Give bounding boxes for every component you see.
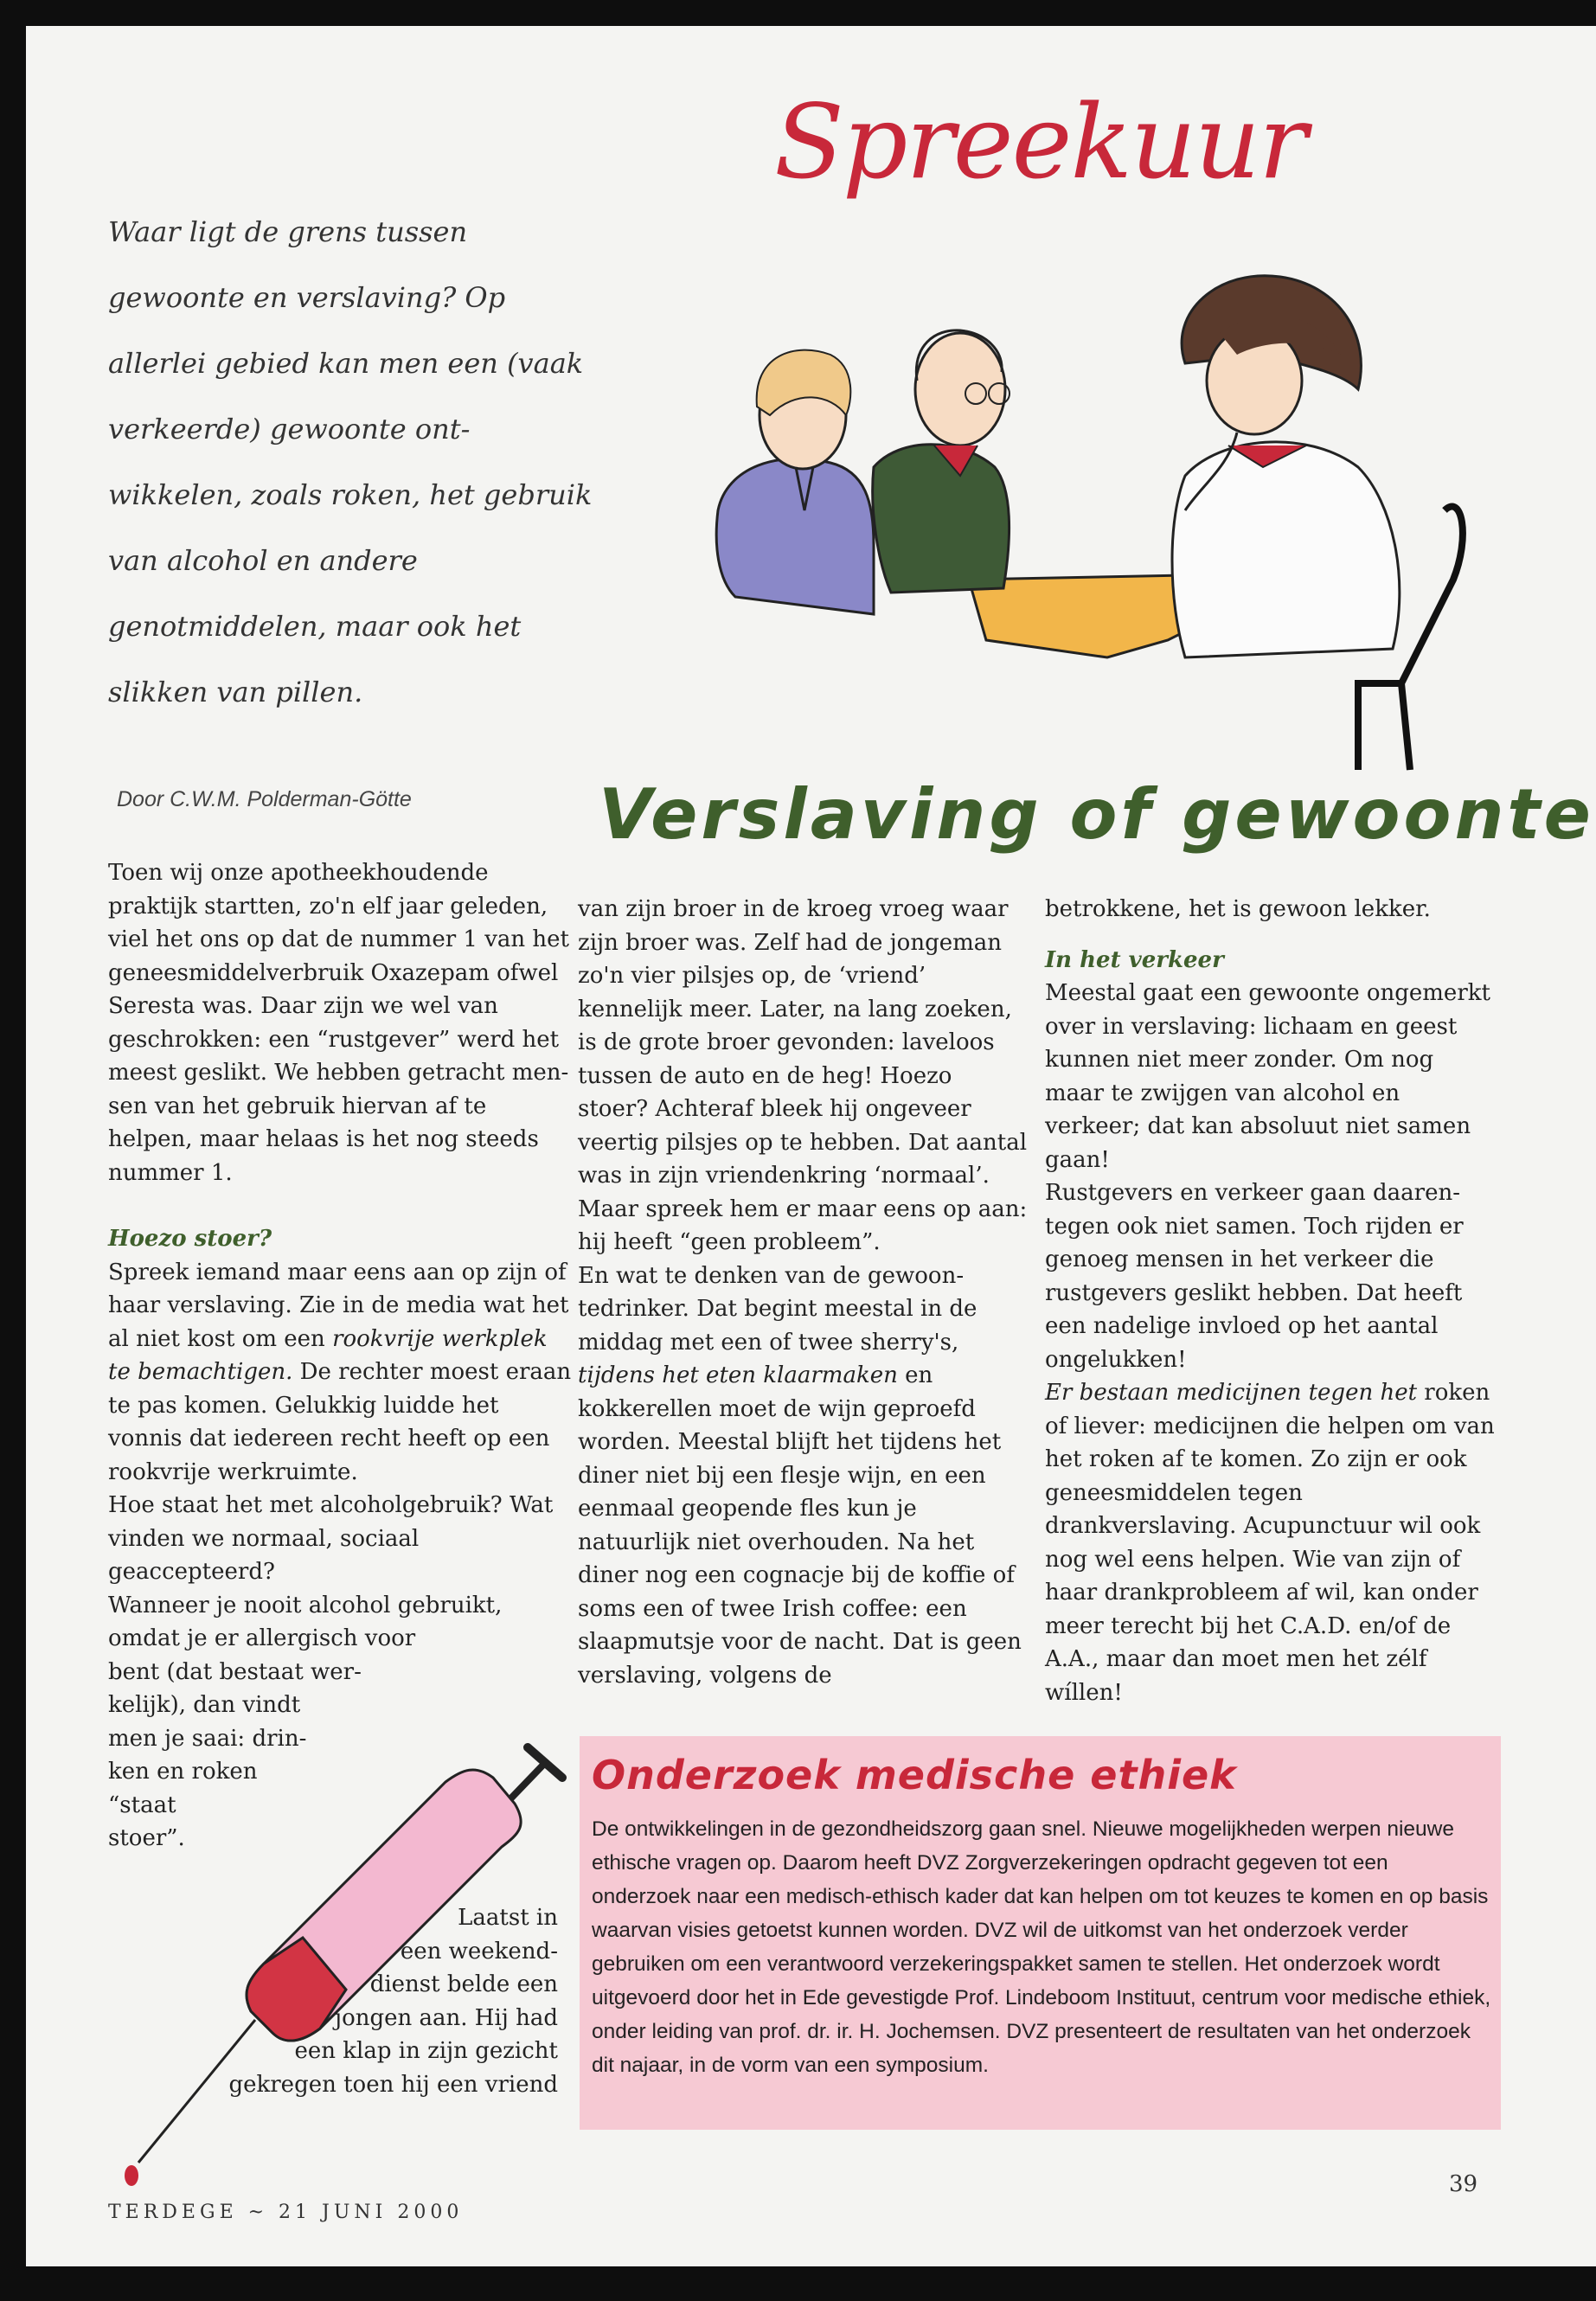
consultation-illustration [701, 251, 1531, 787]
paragraph: Toen wij onze apotheekhoudende praktijk startten, zo'n elf jaar geleden, viel het ons op dat de nummer 1 van het geneesmiddelverbruik Oxazepam ofwel Seresta was. Daar zijn we wel van geschrokken: een “rustgever” werd het meest geslikt. We hebben getracht mensen van het gebruik hiervan af te helpen, maar helaas is het nog steeds nummer 1. [108, 860, 569, 1186]
subheading-hoezo-stoer: Hoezo stoer? [108, 1226, 272, 1252]
column-1 [108, 856, 575, 1856]
text-line: ken en roken [108, 1759, 258, 1785]
text-line: een weekend- [400, 1938, 558, 1965]
ethics-box-title: Onderzoek medische ethiek [592, 1752, 1237, 1798]
text-line: stoer”. [108, 1825, 185, 1851]
article-headline: Verslaving of gewoonte [599, 774, 1594, 855]
scan-border-bottom [0, 2266, 1596, 2301]
paragraph: Meestal gaat een gewoonte ongemerkt over in verslaving: lichaam en geest kunnen niet meer zonder. Om nog maar te zwijgen van alcohol en verkeer; dat kan absoluut niet samen gaan! [1045, 980, 1490, 1173]
scan-border-top [0, 0, 1596, 26]
footer-publication: TERDEGE ~ 21 JUNI 2000 [108, 2202, 464, 2223]
paragraph: Er bestaan medicijnen tegen het roken of liever: medicijnen die helpen om van het roken af te komen. Zo zijn er ook geneesmiddelen tegen drankverslaving. Acupunctuur wil ook nog wel eens helpen. Wie van zijn of haar drankprobleem af wil, kan onder meer terecht bij het C.A.D. en/of de A.A., maar dan moet men het zélf wíllen! [1045, 1380, 1495, 1706]
paragraph: Hoe staat het met alcoholgebruik? Wat vinden we normaal, sociaal geaccepteerd? [108, 1492, 554, 1585]
paragraph: Wanneer je nooit alcohol gebruikt, omdat je er allergisch voor [108, 1592, 503, 1651]
text-line: gekregen toen hij een vriend [228, 2071, 558, 2098]
intro-text: Waar ligt de grens tussen gewoonte en verslaving? Op allerlei gebied kan men een (vaak verkeerde) gewoonte ontwikkelen, zoals roken, het gebruik van alcohol en andere genotmiddelen, maar ook het slikken van pillen. [108, 215, 593, 708]
text-line: men je saai: drin- [108, 1725, 307, 1752]
column-3 [1045, 893, 1495, 1709]
paragraph: Spreek iemand maar eens aan op zijn of haar verslaving. Zie in de media wat het al niet kost om een rookvrije werkplek te bemachtigen. De rechter moest eraan te pas komen. Gelukkig luidde het vonnis dat iedereen recht heeft op een rookvrije werkruimte. [108, 1259, 572, 1485]
text-line: Laatst in [458, 1905, 558, 1931]
paragraph: En wat te denken van de gewoontedrinker. Dat begint meestal in de middag met een of twee sherry's, tijdens het eten klaarmaken en kokkerellen moet de wijn geproefd worden. Meestal blijft het tijdens het diner niet bij een flesje wijn, en een eenmaal geopende fles kun je natuurlijk niet overhouden. Na het diner nog een cognacje bij de koffie of soms een of twee Irish coffee: een slaapmutsje voor de nacht. Dat is geen verslaving, volgens de [578, 1262, 1022, 1689]
page-number: 39 [1449, 2171, 1478, 2197]
text-line: bent (dat bestaat wer- [108, 1658, 362, 1685]
column-2 [578, 893, 1028, 1692]
paragraph: van zijn broer in de kroeg vroeg waar zijn broer was. Zelf had de jongeman zo'n vier pilsjes op, de ‘vriend’ kennelijk meer. Later, na lang zoeken, is de grote broer gevonden: laveloos tussen de auto en de heg! Hoezo stoer? Achteraf bleek hij ongeveer veertig pilsjes op te hebben. Dat aantal was in zijn vriendenkring ‘normaal’. Maar spreek hem er maar eens op aan: hij heeft “geen probleem”. [578, 896, 1028, 1255]
text-line: dienst belde een [369, 1971, 558, 1997]
scan-border-left [0, 0, 26, 2301]
text-line: jongen aan. Hij had [335, 2004, 558, 2031]
text-line: kelijk), dan vindt [108, 1692, 301, 1718]
ethics-box-body: De ontwikkelingen in de gezondheidszorg gaan snel. Nieuwe mogelijkheden werpen nieuwe ethische vragen op. Daarom heeft DVZ Zorgverzekeringen opdracht gegeven tot een onderzoek naar een medisch-ethisch kader dat kan helpen om tot keuzes te komen en op basis waarvan visies getoetst kunnen worden. DVZ wil de uitkomst van het onderzoek verder gebruiken om een verantwoord verzekeringspakket samen te stellen. Het onderzoek wordt uitgevoerd door het in Ede gevestigde Prof. Lindeboom Instituut, centrum voor medische ethiek, onder leiding van prof. dr. ir. H. Jochemsen. DVZ presenteert de resultaten van het onderzoek dit najaar, in de vorm van een symposium. [592, 1817, 1491, 2077]
text-line: een klap in zijn gezicht [294, 2038, 558, 2064]
rubric-title: Spreekuur [774, 82, 1306, 202]
text-line: “staat [108, 1791, 176, 1818]
ethics-box [580, 1736, 1501, 2130]
byline: Door C.W.M. Polderman-Götte [117, 787, 412, 811]
syringe-illustration [121, 1730, 571, 2197]
paragraph: betrokkene, het is gewoon lekker. [1045, 896, 1431, 922]
subheading-in-het-verkeer: In het verkeer [1045, 946, 1224, 973]
paragraph: Rustgevers en verkeer gaan daarentegen ook niet samen. Toch rijden er genoeg mensen in het verkeer die rustgevers geslikt hebben. Dat heeft een nadelige invloed op het aantal ongelukken! [1045, 1180, 1464, 1373]
